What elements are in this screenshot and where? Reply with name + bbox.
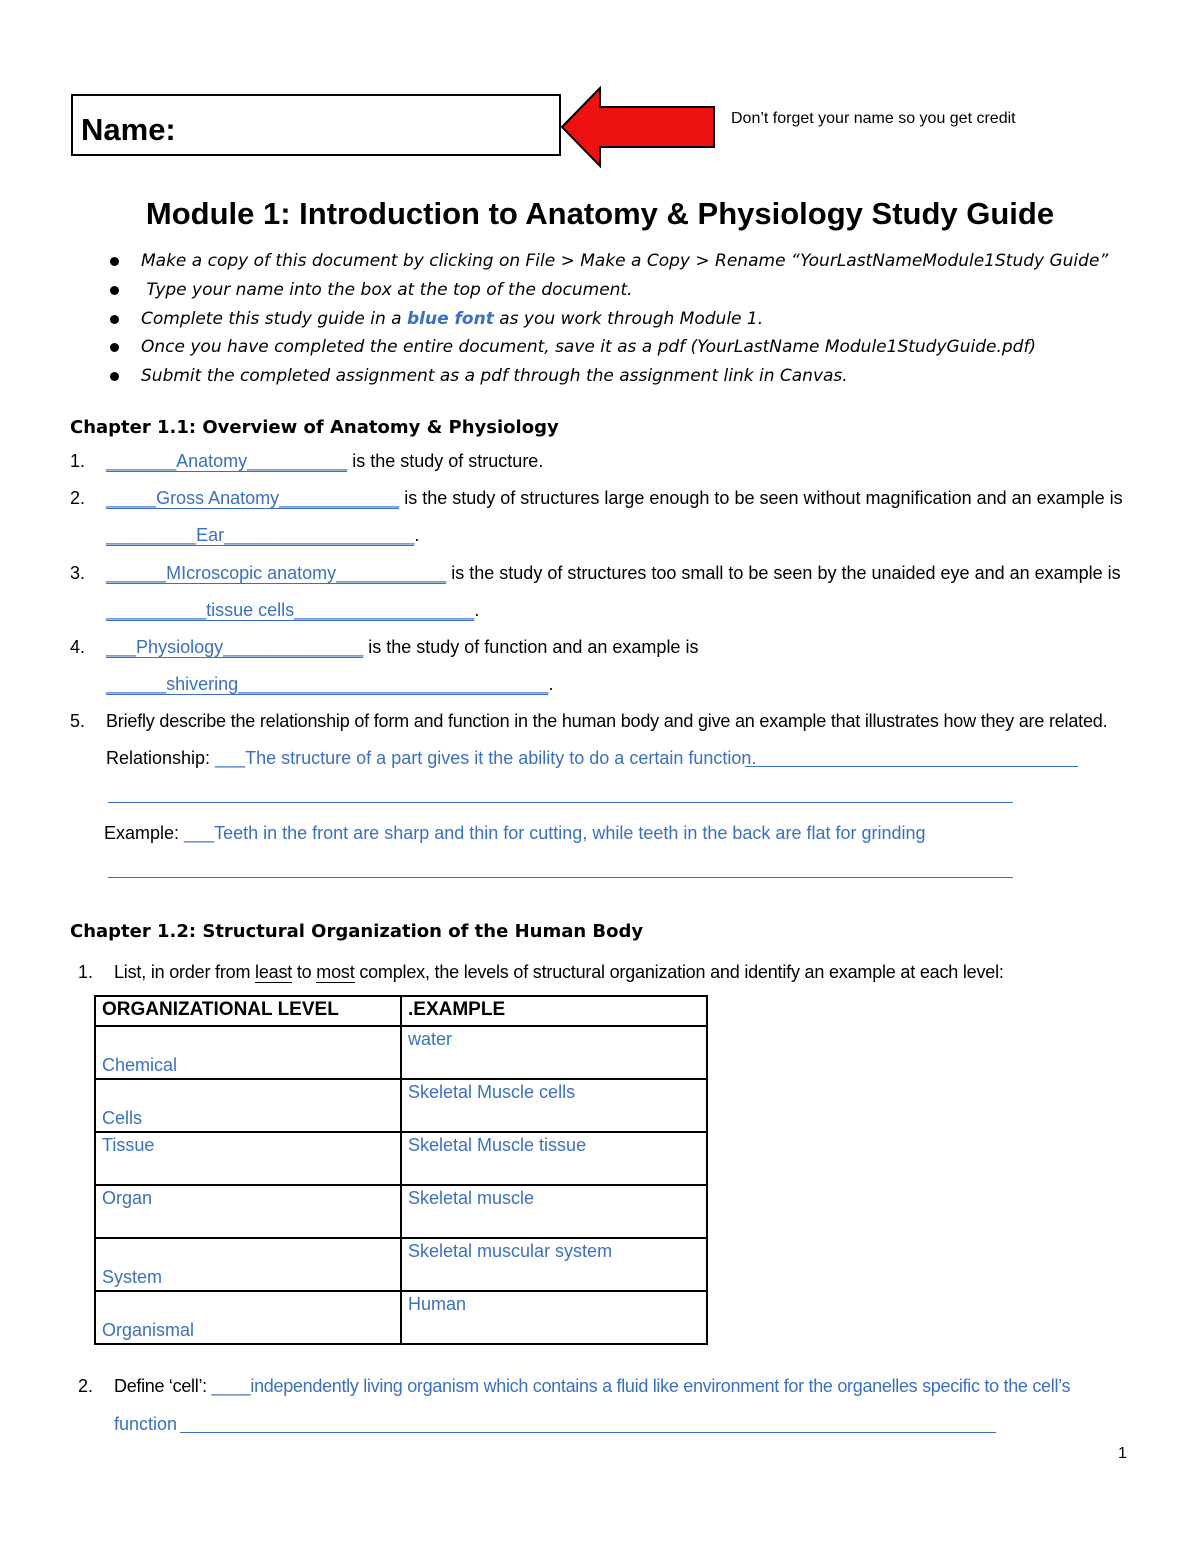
level-cell[interactable]: System bbox=[95, 1238, 401, 1291]
name-label: Name: bbox=[81, 112, 176, 147]
answer-underline bbox=[108, 802, 1013, 803]
example-cell[interactable]: Human bbox=[401, 1291, 707, 1344]
level-cell[interactable]: Tissue bbox=[95, 1132, 401, 1185]
answer-field[interactable]: ___Physiology______________ bbox=[106, 637, 364, 657]
name-box[interactable] bbox=[71, 94, 561, 156]
answer-underline bbox=[745, 766, 1078, 767]
bullet-icon bbox=[110, 286, 119, 295]
answer-underline bbox=[180, 1432, 996, 1433]
organization-table bbox=[94, 995, 708, 1345]
answer-field[interactable]: __________tissue cells__________________ bbox=[106, 600, 475, 620]
table-row bbox=[95, 1291, 707, 1344]
instruction-item: Once you have completed the entire document, save it as a pdf (YourLastName Module1StudyGuide.pdf) bbox=[110, 335, 1108, 364]
blue-font-emphasis: blue font bbox=[406, 308, 494, 329]
name-reminder: Don’t forget your name so you get credit bbox=[731, 110, 1016, 127]
table-row bbox=[95, 1132, 707, 1185]
level-cell[interactable]: Organ bbox=[95, 1185, 401, 1238]
answer-field[interactable]: ______MIcroscopic anatomy___________ bbox=[106, 563, 447, 583]
example-cell[interactable]: Skeletal Muscle tissue bbox=[401, 1132, 707, 1185]
table-header-row bbox=[95, 996, 707, 1026]
example-cell[interactable]: Skeletal muscular system bbox=[401, 1238, 707, 1291]
chapter-1-2-heading: Chapter 1.2: Structural Organization of the Human Body bbox=[70, 921, 644, 942]
instruction-item: Submit the completed assignment as a pdf through the assignment link in Canvas. bbox=[110, 364, 1108, 393]
instructions-list bbox=[110, 249, 1108, 393]
bullet-icon bbox=[110, 257, 119, 266]
chapter-1-1-heading: Chapter 1.1: Overview of Anatomy & Physiology bbox=[70, 417, 559, 438]
bullet-icon bbox=[110, 315, 119, 324]
example-cell[interactable]: water bbox=[401, 1026, 707, 1079]
level-cell[interactable]: Cells bbox=[95, 1079, 401, 1132]
cell-definition-answer[interactable]: ____independently living organism which contains a fluid like environment for the organelles specific to the cell’s bbox=[211, 1376, 1071, 1396]
answer-field[interactable]: ______shivering_______________________________ bbox=[106, 674, 549, 694]
example-cell[interactable]: Skeletal Muscle cells bbox=[401, 1079, 707, 1132]
bullet-icon bbox=[110, 372, 119, 381]
page-title: Module 1: Introduction to Anatomy & Physiology Study Guide bbox=[145, 196, 1055, 231]
instruction-item: Type your name into the box at the top of the document. bbox=[110, 278, 1108, 307]
table-row bbox=[95, 1079, 707, 1132]
answer-field[interactable]: _______Anatomy__________ bbox=[106, 451, 348, 471]
instruction-item: Complete this study guide in a blue font as you work through Module 1. bbox=[110, 307, 1108, 336]
column-header: ORGANIZATIONAL LEVEL bbox=[95, 996, 401, 1026]
page-number: 1 bbox=[1118, 1445, 1127, 1462]
answer-field[interactable]: _____Gross Anatomy____________ bbox=[106, 488, 400, 508]
bullet-icon bbox=[110, 343, 119, 352]
level-cell[interactable]: Organismal bbox=[95, 1291, 401, 1344]
table-row bbox=[95, 1185, 707, 1238]
table-row bbox=[95, 1026, 707, 1079]
red-arrow-icon bbox=[560, 86, 718, 168]
instruction-item: Make a copy of this document by clicking on File > Make a Copy > Rename “YourLastNameModule1Study Guide” bbox=[110, 249, 1108, 278]
table-row bbox=[95, 1238, 707, 1291]
answer-underline bbox=[108, 877, 1013, 878]
column-header: .EXAMPLE bbox=[401, 996, 707, 1026]
example-cell[interactable]: Skeletal muscle bbox=[401, 1185, 707, 1238]
answer-field[interactable]: _________Ear___________________ bbox=[106, 525, 415, 545]
relationship-answer[interactable]: ___The structure of a part gives it the ability to do a certain function. bbox=[215, 748, 757, 768]
level-cell[interactable]: Chemical bbox=[95, 1026, 401, 1079]
example-answer[interactable]: ___Teeth in the front are sharp and thin for cutting, while teeth in the back are flat for grinding bbox=[184, 823, 926, 843]
